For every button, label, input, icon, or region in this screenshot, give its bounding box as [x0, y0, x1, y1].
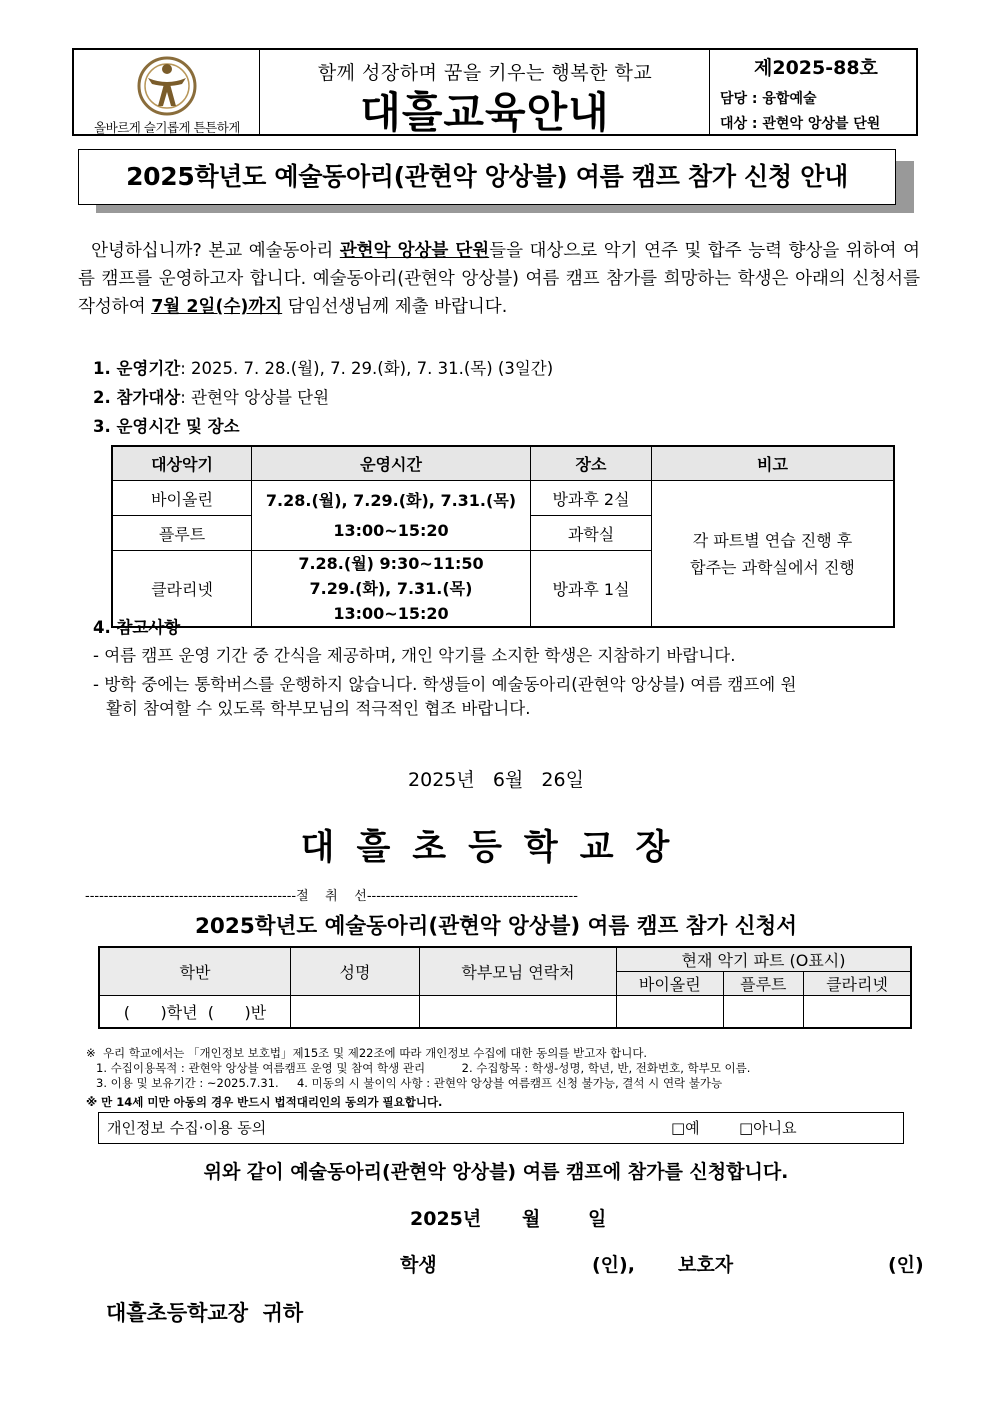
- time-violin-flute: [252, 481, 531, 551]
- time-clarinet: [252, 551, 531, 628]
- consent-label: 개인정보 수집·이용 동의: [107, 1119, 267, 1137]
- notice-title: 2025학년도 예술동아리(관현악 앙상블) 여름 캠프 참가 신청 안내: [78, 149, 896, 205]
- th-part: 현재 악기 파트 (O표시): [617, 947, 912, 972]
- item-period-value: : 2025. 7. 28.(월), 7. 29.(화), 7. 31.(목) (3일간): [180, 359, 554, 378]
- instrument-flute: 플루트: [112, 516, 252, 551]
- item-period-label: 1. 운영기간: [93, 359, 181, 378]
- intro-text-3: 담임선생님께 제출 바랍니다.: [282, 297, 508, 317]
- schedule-table: [111, 445, 895, 628]
- header-center: [260, 50, 710, 137]
- name-field[interactable]: [291, 996, 420, 1028]
- place-clarinet: 방과후 1실: [531, 551, 652, 628]
- contact-field[interactable]: [420, 996, 617, 1028]
- time-b-line1: 7.28.(월) 9:30~11:50: [298, 554, 484, 573]
- consent-box: [98, 1112, 904, 1144]
- privacy-line-4: ※ 만 14세 미만 아동의 경우 반드시 법적대리인의 동의가 필요합니다.: [86, 1095, 443, 1109]
- school-motto: 함께 성장하며 꿈을 키우는 행복한 학교: [317, 62, 653, 84]
- time-a-line2: 13:00~15:20: [333, 520, 449, 540]
- privacy-line-2: 1. 수집이용목적 : 관현악 앙상블 여름캠프 운영 및 참여 학생 관리 2. 수집항목 : 학생-성명, 학년, 반, 전화번호, 학부모 이름.: [96, 1061, 751, 1075]
- privacy-line-3: 3. 이용 및 보유기간 : ~2025.7.31. 4. 미동의 시 불이익 사항 : 관현악 앙상블 여름캠프 신청 불가능, 결석 시 연락 불가능: [96, 1076, 723, 1090]
- target-audience: 대상 : 관현악 앙상블 단원: [720, 116, 881, 132]
- table-row: [112, 481, 894, 516]
- apply-month: 월: [522, 1208, 541, 1230]
- student-seal: (인),: [592, 1254, 635, 1276]
- issue-number: 제2025-88호: [754, 57, 878, 79]
- item-target-label: 2. 참가대상: [93, 388, 181, 407]
- school-emblem-icon: [136, 56, 198, 116]
- place-flute: 과학실: [531, 516, 652, 551]
- time-b-line2: 7.29.(화), 7.31.(목) 13:00~15:20: [309, 579, 473, 623]
- item-schedule: [93, 413, 240, 437]
- intro-text-1: 안녕하십니까? 본교 예술동아리: [91, 241, 340, 261]
- instrument-violin: 바이올린: [112, 481, 252, 516]
- th-name: 성명: [291, 947, 420, 996]
- th-class: 학반: [99, 947, 291, 996]
- remark-cell: [652, 481, 895, 628]
- privacy-line-1: ※ 우리 학교에서는 「개인정보 보호법」제15조 및 제22조에 따라 개인정보 수집에 대한 동의를 받고자 합니다.: [86, 1046, 648, 1060]
- clarinet-mark-field[interactable]: [804, 996, 911, 1028]
- violin-mark-field[interactable]: [617, 996, 724, 1028]
- notes-title: 4. 참고사항: [93, 618, 181, 637]
- remark-line1: 각 파트별 연습 진행 후: [692, 530, 853, 550]
- th-violin: 바이올린: [617, 972, 724, 996]
- th-time: 운영시간: [252, 446, 531, 481]
- intro-deadline: 7월 2일(수)까지: [151, 297, 283, 317]
- note-2a: - 방학 중에는 통학버스를 운행하지 않습니다. 학생들이 예술동아리(관현악 앙상블) 여름 캠프에 원: [93, 675, 797, 694]
- time-a-line1: 7.28.(월), 7.29.(화), 7.31.(목): [265, 490, 517, 510]
- intro-text-2: 들을 대상으로 악기 연주 및 합주 능력 향상을 위하여 여름 캠프를 운영하고자 합니다. 예술동아리(관현악 앙상블) 여름 캠프 참가를 희망하는 학생은 아래의 신청서를 작성하여: [78, 241, 920, 317]
- form-title: 2025학년도 예술동아리(관현악 앙상블) 여름 캠프 참가 신청서: [194, 914, 798, 939]
- intro-highlight-1: 관현악 앙상블 단원: [339, 241, 490, 261]
- th-instrument: 대상악기: [112, 446, 252, 481]
- apply-statement: 위와 같이 예술동아리(관현악 앙상블) 여름 캠프에 참가를 신청합니다.: [203, 1161, 789, 1183]
- application-table: [98, 946, 912, 1029]
- form-input-row: [99, 996, 911, 1028]
- note-2b: 활히 참여할 수 있도록 학부모님의 적극적인 협조 바랍니다.: [106, 699, 531, 718]
- principal-name: 대흘초등학교장: [300, 828, 692, 868]
- th-place: 장소: [531, 446, 652, 481]
- intro-paragraph: [78, 237, 920, 321]
- school-slogan: 올바르게 슬기롭게 튼튼하게: [94, 120, 240, 135]
- consent-yes-checkbox[interactable]: □예: [671, 1119, 700, 1137]
- apply-year: 2025년: [410, 1208, 482, 1230]
- newsletter-title: 대흘교육안내: [360, 88, 610, 137]
- class-field[interactable]: ( )학년 ( )반: [99, 996, 291, 1028]
- item-period: [93, 355, 553, 379]
- item-target: [93, 384, 329, 408]
- student-label: 학생: [400, 1254, 437, 1276]
- in-charge: 담당 : 융합예술: [720, 91, 817, 107]
- flute-mark-field[interactable]: [723, 996, 803, 1028]
- th-remark: 비고: [652, 446, 895, 481]
- notice-date: 2025년 6월 26일: [408, 769, 584, 791]
- remark-line2: 합주는 과학실에서 진행: [690, 557, 855, 577]
- table-header-row: [112, 446, 894, 481]
- guardian-label: 보호자: [678, 1254, 734, 1276]
- school-logo-cell: [74, 50, 260, 134]
- th-contact: 학부모님 연락처: [420, 947, 617, 996]
- item-target-value: : 관현악 앙상블 단원: [180, 388, 330, 407]
- place-violin: 방과후 2실: [531, 481, 652, 516]
- th-flute: 플루트: [723, 972, 803, 996]
- consent-no-checkbox[interactable]: □아니요: [739, 1119, 797, 1137]
- instrument-clarinet: 클라리넷: [112, 551, 252, 628]
- th-clarinet: 클라리넷: [804, 972, 911, 996]
- guardian-seal: (인): [888, 1254, 924, 1276]
- cut-line: ---------------------------------------------절 취 선---------------------------------------------: [85, 889, 578, 904]
- apply-day: 일: [588, 1208, 607, 1230]
- addressee: 대흘초등학교장 귀하: [106, 1301, 304, 1325]
- form-header-row: [99, 947, 911, 972]
- note-1: - 여름 캠프 운영 기간 중 간식을 제공하며, 개인 악기를 소지한 학생은 지참하기 바랍니다.: [93, 646, 736, 665]
- item-schedule-label: 3. 운영시간 및 장소: [93, 417, 240, 436]
- document-header: [72, 48, 918, 136]
- header-meta: [710, 50, 916, 134]
